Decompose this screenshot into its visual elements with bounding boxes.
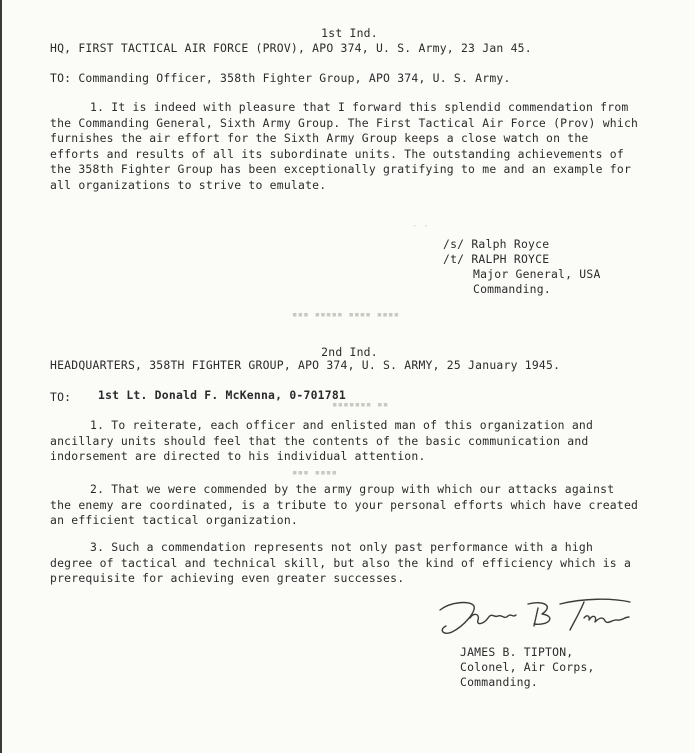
bleed-through-mark: ▪▪▪▪▪▪▪ ▪▪	[332, 400, 389, 410]
second-ind-paragraph-1: 1. To reiterate, each officer and enlisted man of this organization and ancillary units should feel that the contents of the basic communication and indorsement are directed to his individual attention.	[50, 418, 594, 463]
second-ind-paragraph-3: 3. Such a commendation represents not only past performance with a high degree of tactical and technical skill, but also the kind of efficiency which is a prerequisite for achieving even greater successes.	[50, 540, 632, 585]
second-ind-to-name: 1st Lt. Donald F. McKenna, 0-701781	[98, 388, 347, 402]
first-ind-heading: 1st Ind.	[321, 26, 378, 40]
handwritten-signature	[434, 596, 654, 640]
second-ind-sig-line-3: Commanding.	[460, 675, 538, 689]
second-ind-sig-line-2: Colonel, Air Corps,	[460, 660, 595, 674]
second-ind-heading: 2nd Ind.	[321, 345, 378, 359]
first-ind-origin: HQ, FIRST TACTICAL AIR FORCE (PROV), APO 374, U. S. Army, 23 Jan 45.	[50, 41, 532, 55]
second-ind-to-label: TO:	[50, 390, 72, 404]
bleed-through-mark: ▪▪▪ ▪▪▪▪	[292, 468, 338, 478]
bleed-through-mark: · ·	[412, 222, 429, 232]
first-ind-to: TO: Commanding Officer, 358th Fighter Group, APO 374, U. S. Army.	[50, 71, 511, 85]
first-ind-sig-line-1: /s/ Ralph Royce	[443, 237, 550, 251]
bleed-through-mark: ▪▪▪ ▪▪▪▪▪ ▪▪▪▪ ▪▪▪▪	[292, 310, 400, 320]
second-ind-paragraph-2: 2. That we were commended by the army group with which our attacks against the enemy are coordinated, is a tribute to your personal efforts which have created an efficient tactical organization.	[50, 482, 639, 527]
second-ind-origin: HEADQUARTERS, 358TH FIGHTER GROUP, APO 374, U. S. ARMY, 25 January 1945.	[50, 358, 561, 372]
first-ind-sig-line-4: Commanding.	[473, 282, 551, 296]
first-ind-sig-line-3: Major General, USA	[473, 267, 601, 281]
first-ind-paragraph-1: 1. It is indeed with pleasure that I forward this splendid commendation from the Commanding General, Sixth Army Group. The First Tactical Air Force (Prov) which furnishes the air effort for the Sixth Army Group keeps a close watch on the efforts and results of all its subordinate units. The outstanding achievements of the 358th Fighter Group has been exceptionally gratifying to me and an example for all organizations to strive to emulate.	[50, 100, 639, 192]
first-ind-sig-line-2: /t/ RALPH ROYCE	[443, 252, 550, 266]
second-ind-sig-line-1: JAMES B. TIPTON,	[460, 645, 574, 659]
